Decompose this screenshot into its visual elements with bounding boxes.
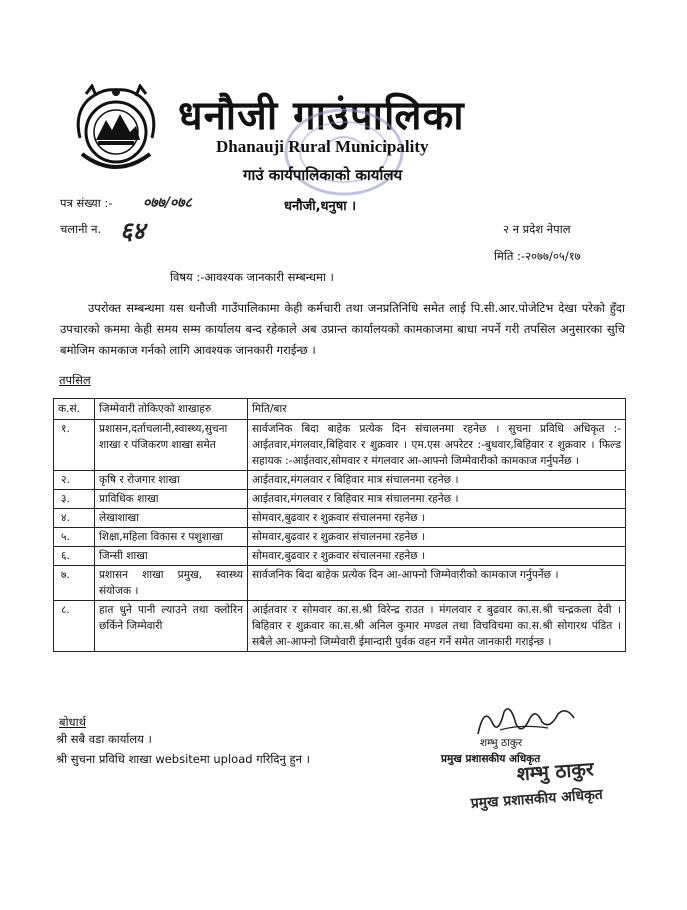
table-row bbox=[54, 601, 626, 652]
office-address: धनौजी,धनुषा । bbox=[284, 199, 357, 214]
row-schedule: सार्वजनिक बिदा बाहेक प्रत्येक दिन संचालनमा रहनेछ । सुचना प्रविधि अधिकृत :- आईतवार,मंगलवार,बिहिवार र शुक्रवार । एम.एस अपरेटर :-बुधवार,बिहिवार र शुक्रवार । फिल्ड सहायक :-आईतवार,सोमवार र मंगलवार आ-आफ्नो जिम्मेवारीको कामकाज गर्नुपर्नेछ । bbox=[248, 420, 626, 471]
row-schedule: सार्वजनिक बिदा बाहेक प्रत्येक दिन आ-आफ्नो जिम्मेवारीको कामकाज गर्नुपर्नेछ । bbox=[248, 566, 626, 601]
row-serial: ३. bbox=[54, 490, 95, 509]
stamp-designation: प्रमुख प्रशासकीय अधिकृत bbox=[470, 786, 604, 812]
cc-line-ward-offices: श्री सबै वडा कार्यालय । bbox=[56, 732, 152, 746]
office-name: गाउं कार्यपालिकाको कार्यालय bbox=[243, 166, 403, 184]
row-serial: १. bbox=[54, 420, 95, 471]
row-serial: ५. bbox=[54, 528, 95, 547]
table-row bbox=[54, 471, 626, 490]
signatory-designation: प्रमुख प्रशासकीय अधिकृत bbox=[441, 753, 541, 765]
municipality-title-nepali: धनौजी गाउंपालिका bbox=[178, 93, 465, 139]
table-row bbox=[54, 528, 626, 547]
row-section: प्राविधिक शाखा bbox=[95, 490, 248, 509]
row-schedule: आईतवार,मंगलवार र बिहिवार मात्र संचालनमा रहनेछ । bbox=[248, 490, 626, 509]
row-section: प्रशासन शाखा प्रमुख, स्वास्थ्य संयोजक । bbox=[95, 566, 248, 601]
municipality-title-english: Dhanauji Rural Municipality bbox=[216, 137, 429, 156]
table-row bbox=[54, 566, 626, 601]
province-label: २ न प्रदेश नेपाल bbox=[503, 222, 571, 236]
row-section: शिक्षा,महिला विकास र पशुशाखा bbox=[95, 528, 248, 547]
table-row bbox=[54, 490, 626, 509]
tapsil-heading: तपसिल bbox=[59, 373, 91, 387]
designation-stamp bbox=[468, 754, 622, 824]
row-section: कृषि र रोजगार शाखा bbox=[95, 471, 248, 490]
letter-number-label: पत्र संख्या :- bbox=[60, 196, 113, 210]
row-section: लेखाशाखा bbox=[95, 509, 248, 528]
municipality-emblem-logo bbox=[72, 84, 160, 176]
schedule-table bbox=[53, 398, 626, 652]
table-row bbox=[54, 420, 626, 471]
row-serial: ६. bbox=[54, 547, 95, 566]
row-schedule: आईतवार,मंगलवार र बिहिवार मात्र संचालनमा रहनेछ । bbox=[248, 471, 626, 490]
row-schedule: सोमवार,बुढवार र शुक्रवार संचालनमा रहनेछ । bbox=[248, 528, 626, 547]
signatory-name: शम्भु ठाकुर bbox=[480, 737, 523, 749]
header-section: जिम्मेवारी तोकिएको शाखाहरु bbox=[95, 399, 248, 420]
letter-body bbox=[60, 298, 625, 361]
row-serial: ७. bbox=[54, 566, 95, 601]
row-schedule: आईतवार र सोमवार का.स.श्री विरेन्द्र राउत । मंगलवार र बुढवार का.स.श्री चन्द्रकला देवी । बिहिवार र शुक्रवार का.स.श्री अनिल कुमार मण्डल तथा विचविचमा का.स.श्री सोगारथ पंडित ।सबैले आ-आफ्नो जिम्मेवारी ईमान्दारी पुर्वक वहन गर्ने समेत जानकारी गराईन्छ । bbox=[248, 601, 626, 652]
cc-line-it-section: श्री सुचना प्रविधि शाखा websiteमा upload गरिदिनु हुन । bbox=[56, 752, 310, 766]
letter-subject: विषय :-आवश्यक जानकारी सम्बन्धमा । bbox=[170, 270, 334, 284]
letter-number-value: ०७७/०७८ bbox=[143, 195, 192, 211]
row-serial: २. bbox=[54, 471, 95, 490]
letter-body-text: उपरोक्त सम्बन्धमा यस धनौजी गाउँपालिकामा केही कर्मचारी तथा जनप्रतिनिधि समेत लाई पि.सी.आर.पोजेटिभ देखा परेको हुँदा उपचारको कममा केही समय सम्म कार्यालय बन्द रहेकाले अब उप्रान्त कार्यालयको कामकाजमा बाधा नपर्ने गरी तपसिल अनुसारका सुचि बमोजिम कामकाज गर्नको लागि आवश्यक जानकारी गराईन्छ । bbox=[60, 301, 625, 357]
header-schedule: मिति/बार bbox=[248, 399, 626, 420]
header-serial: क.सं. bbox=[54, 399, 95, 420]
dispatch-number-label: चलानी न. bbox=[60, 222, 102, 236]
table-row bbox=[54, 547, 626, 566]
table-row bbox=[54, 509, 626, 528]
row-schedule: सोमवार,बुढवार र शुक्रवार संचालनमा रहनेछ । bbox=[248, 509, 626, 528]
row-serial: ४. bbox=[54, 509, 95, 528]
cc-heading: बोधार्थ bbox=[59, 715, 86, 729]
row-serial: ८. bbox=[54, 601, 95, 652]
letter-date: मिति :-२०७७/०५/१७ bbox=[494, 249, 581, 263]
table-header-row bbox=[54, 399, 626, 420]
dispatch-number-value: ६४ bbox=[120, 216, 145, 245]
row-section: जिन्सी शाखा bbox=[95, 547, 248, 566]
row-section: प्रशासन,दर्ताचलानी,स्वास्थ्य,सुचना शाखा र पंजिकरण शाखा समेत bbox=[95, 420, 248, 471]
stamp-name: शम्भु ठाकुर bbox=[516, 758, 595, 786]
row-schedule: सोमवार,बुढवार र शुक्रवार संचालनमा रहनेछ । bbox=[248, 547, 626, 566]
row-section: हात धुने पानी ल्याउने तथा क्लोरिन छर्किने जिम्मेवारी bbox=[95, 601, 248, 652]
